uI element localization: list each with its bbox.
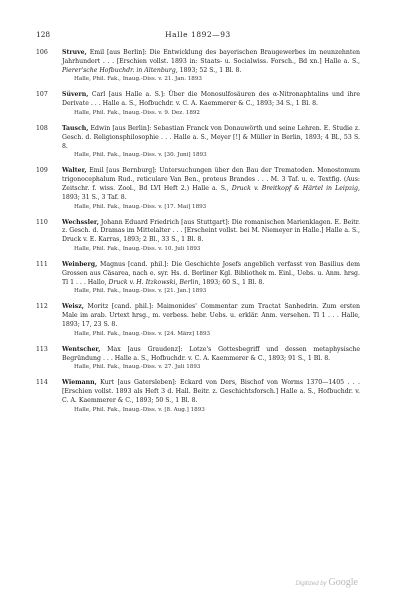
entry-number: 109 [36,167,48,175]
entry-author: Süvern, [62,91,89,99]
entry-title: Emil [aus Berlin]: Die Entwicklung des bayerischen Braugewerbes im neunzehnten Jahrhundert . . . [Erschien vollst. 1893 in: Staats- u. Socialwiss. Forsch., Bd xn.] Halle a. S., [62,49,360,65]
entry-author: Struve, [62,49,87,56]
entry-author: Weinberg, [62,260,98,268]
entry-body [62,125,360,159]
bibliography-entry [36,219,360,253]
entry-body [62,219,360,253]
running-title: Halle 1892—93 [165,30,231,39]
bibliography-entry [36,91,360,117]
entry-title: Emil [aus Bernburg]: Untersuchungen über den Bau der Trematoden. Monostomum trigonocephalum Rud., reticulare Van Ben., proteus Brandes . . . M. 3 Taf. u. e. Textfig. (Aus: Zeitschr. f. wiss. Zool., Bd LVI Heft 2.) Halle a. S., [62,167,360,192]
bibliography-entry [36,261,360,295]
entry-text [62,125,360,151]
entry-number: 108 [36,124,48,132]
entry-body [62,346,360,372]
entry-body [62,91,360,117]
entry-author: Weisz, [62,303,84,311]
dissertation-note: Halle, Phil. Fak., Inaug.-Diss. v. [17. Mai] 1893 [74,203,207,210]
page-header [36,30,360,39]
entry-imprint: Pierer'sche Hofbuchdr. in Altenburg, [62,66,178,74]
entry-text [62,49,360,75]
bibliography-entry [36,379,360,413]
dissertation-note: Halle, Phil. Fak., Inaug.-Diss. v. [30. Juni] 1893 [74,152,207,159]
entry-author: Wiemann, [62,379,97,387]
entry-number: 114 [36,379,48,387]
entry-title: Edwin [aus Berlin]: Sebastian Franck von Donauwörth und seine Lehren. E. Studie z. Gesch. d. Religionsphilosophie . . . Halle a. S., Meyer [!] & Müller in Berlin, 1893; 4 Bl., 53 S. 8. [62,124,360,150]
entry-collation: 1893; 60 S., 1 Bl. 8. [200,278,265,286]
dissertation-note: Halle, Phil. Fak., Inaug.-Diss. v. 9. Dez. 1892 [74,109,200,116]
entry-text [62,219,360,245]
entry-collation: 1893; 52 S., 1 Bl. 8. [177,66,242,74]
dissertation-note: Halle, Phil. Fak., Inaug.-Diss. v. 21. Jan. 1893 [74,76,202,83]
entry-text [62,303,360,329]
dissertation-note: Halle, Phil. Fak., Inaug.-Diss. v. 27. Juli 1893 [74,364,201,371]
entry-number: 106 [36,49,48,56]
entry-author: Tausch, [62,124,89,132]
dissertation-note: Halle, Phil. Fak., Inaug.-Diss. v. [24. März] 1893 [74,330,211,337]
entry-title: Kurt [aus Gatersleben]: Eckard von Ders, Bischof von Worms 1370—1405 . . . [Erschien vollst. 1893 als Heft 3 d. Hall. Beitr. z. Geschichtsforsch.] Halle a. S., Hofbuchdr. v. C. A. Kaemmerer & C., 1893; 50 S., 1 Bl. 8. [62,379,360,404]
entry-text [62,91,360,109]
entry-number: 110 [36,218,48,226]
entry-list [36,49,360,414]
entry-number: 112 [36,303,48,311]
entry-author: Walter, [62,167,87,175]
entry-text [62,167,360,202]
page-number: 128 [36,30,51,39]
dissertation-note: Halle, Phil. Fak., Inaug.-Diss. v. 10. Juli 1893 [74,245,201,252]
bibliography-entry [36,346,360,372]
entry-author: Wentscher, [62,345,101,353]
entry-text [62,346,360,364]
entry-title: Max [aus Graudenz]: Lotze's Gottesbegriff und dessen metaphysische Begründung . . . Halle a. S., Hofbuchdr. v. C. A. Kaemmerer & C., 1893; 91 S., 1 Bl. 8. [62,345,360,362]
google-logo: Google [328,577,358,588]
entry-number: 113 [36,345,48,353]
entry-body [62,49,360,83]
entry-body [62,303,360,337]
watermark-prefix: Digitized by [295,581,327,587]
bibliography-entry [36,49,360,83]
entry-number: 111 [36,260,48,268]
entry-author: Wechssler, [62,218,99,226]
entry-text [62,261,360,287]
entry-title: Magnus [cand. phil.]: Die Geschichte Josefs angeblich verfasst von Basilius dem Grossen aus Cäsarea, nach e. syr. Hs. d. Berliner Kgl. Bibliothek m. Einl., Uebs. u. Anm. hrsg. Tl 1 . . . Hallo, [62,260,360,286]
watermark [296,577,358,588]
entry-title: Johann Eduard Friedrich [aus Stuttgart]: Die romanischen Marienklagen. E. Beitr. z. Gesch. d. Dramas im Mittelalter . . . [Erscheint vollst. bei M. Niemeyer in Halle.] Halle a. S., Druck v. E. Karras, 1893; 2 Bl., 33 S., 1 Bl. 8. [62,218,360,244]
bibliography-entry [36,167,360,210]
entry-imprint: Druck v. H. Itzkowski, Berlin, [108,278,201,286]
entry-number: 107 [36,91,48,99]
entry-imprint: Druck v. Breitkopf & Härtel in Leipzig, [231,184,360,192]
entry-body [62,379,360,413]
dissertation-note: Halle, Phil. Fak., Inaug.-Diss. v. [21. Jan.] 1893 [74,288,207,295]
entry-body [62,261,360,295]
entry-title: Moritz [cand. phil.]: Maimonides' Commentar zum Tractat Sanhedrin. Zum ersten Male im arab. Urtext hrsg., m. verbess. hebr. Uebs. u. erklär. Anm. versehen. Tl 1 . . . Halle, 1893; 17, 23 S. 8. [62,303,360,328]
bibliography-entry [36,125,360,159]
entry-title: Carl [aus Halle a. S.]: Über die Monosulfosäuren des α-Nitronaphtalins und ihre Derivate . . . Halle a. S., Hofbuchdr. v. C. A. Kaemmerer & C., 1893; 34 S., 1 Bl. 8. [62,91,360,108]
dissertation-note: Halle, Phil. Fak., Inaug.-Diss. v. [8. Aug.] 1893 [74,406,205,413]
entry-collation: 1893; 31 S., 3 Taf. 8. [62,193,127,201]
entry-body [62,167,360,210]
entry-text [62,379,360,405]
bibliography-entry [36,303,360,337]
